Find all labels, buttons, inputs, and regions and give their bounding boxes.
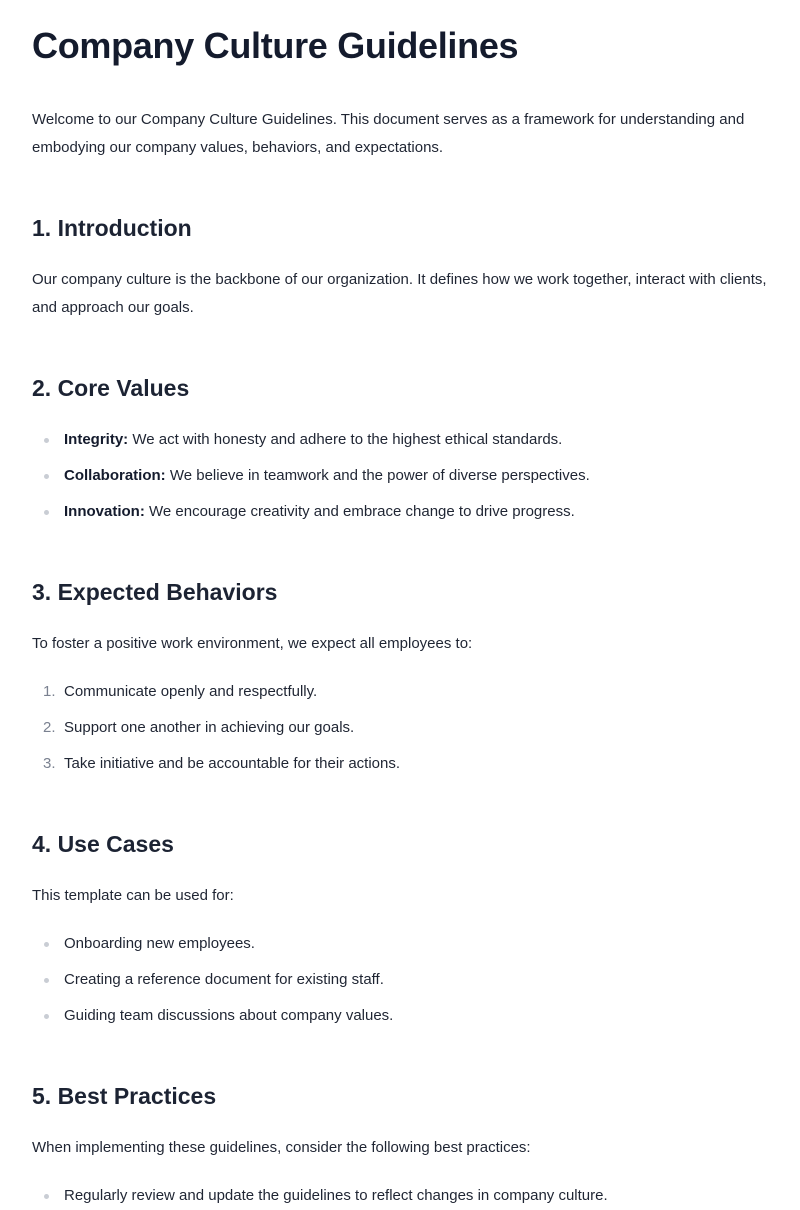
section-heading: 4. Use Cases <box>32 831 174 857</box>
section-paragraph: Our company culture is the backbone of our organization. It defines how we work together, interact with clients, and approach our goals. <box>32 271 767 316</box>
value-description: We believe in teamwork and the power of diverse perspectives. <box>165 467 590 484</box>
page-title: Company Culture Guidelines <box>32 25 519 66</box>
list-item <box>32 678 768 706</box>
list-item <box>32 426 768 454</box>
use-cases-list <box>32 930 768 1030</box>
section-heading: 3. Expected Behaviors <box>32 579 278 605</box>
list-item: Guiding team discussions about company values. <box>32 1002 768 1030</box>
intro-paragraph: Welcome to our Company Culture Guidelines. This document serves as a framework for understanding and embodying our company values, behaviors, and expectations. <box>32 111 745 156</box>
value-term: Collaboration: <box>64 467 166 484</box>
section-use-cases <box>32 828 768 1030</box>
section-heading: 2. Core Values <box>32 375 190 401</box>
section-paragraph: This template can be used for: <box>32 887 234 904</box>
value-description: We encourage creativity and embrace change to drive progress. <box>144 503 575 520</box>
list-item-text: Take initiative and be accountable for their actions. <box>64 755 401 772</box>
best-practices-list <box>32 1182 768 1210</box>
section-core-values <box>32 372 768 526</box>
list-item: Onboarding new employees. <box>32 930 768 958</box>
list-item <box>32 498 768 526</box>
section-heading: 1. Introduction <box>32 215 192 241</box>
section-expected-behaviors <box>32 576 768 778</box>
list-number: 2. <box>43 719 56 736</box>
section-best-practices <box>32 1080 768 1210</box>
list-item <box>32 750 768 778</box>
section-introduction <box>32 212 768 322</box>
list-number: 3. <box>43 755 56 772</box>
section-paragraph: To foster a positive work environment, we expect all employees to: <box>32 635 473 652</box>
section-paragraph: When implementing these guidelines, consider the following best practices: <box>32 1139 531 1156</box>
list-number: 1. <box>43 683 56 700</box>
value-description: We act with honesty and adhere to the highest ethical standards. <box>128 431 563 448</box>
list-item: Regularly review and update the guidelines to reflect changes in company culture. <box>32 1182 768 1210</box>
list-item: Creating a reference document for existing staff. <box>32 966 768 994</box>
section-heading: 5. Best Practices <box>32 1083 217 1109</box>
value-term: Integrity: <box>64 431 129 448</box>
core-values-list <box>32 426 768 526</box>
list-item <box>32 462 768 490</box>
list-item-text: Communicate openly and respectfully. <box>64 683 318 700</box>
list-item-text: Support one another in achieving our goals. <box>64 719 355 736</box>
value-term: Innovation: <box>64 503 145 520</box>
behaviors-list <box>32 678 768 778</box>
list-item <box>32 714 768 742</box>
